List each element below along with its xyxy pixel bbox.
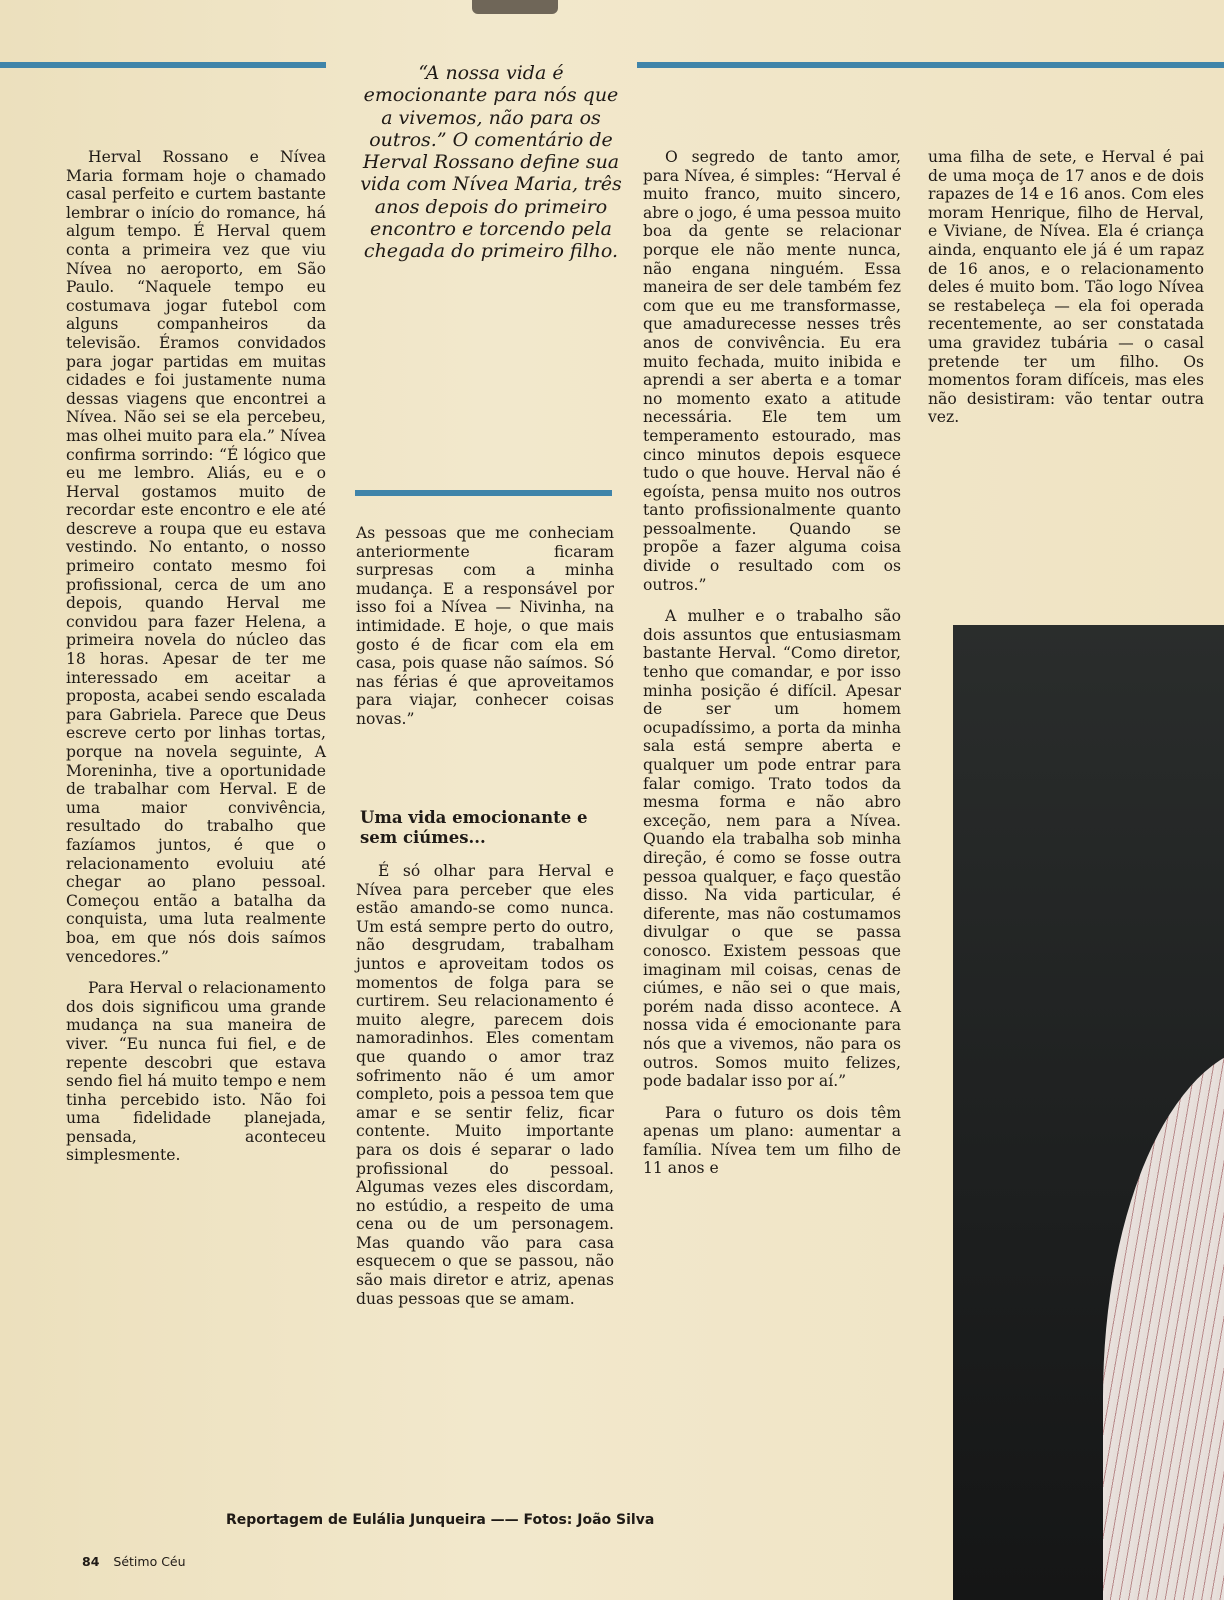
- top-rule-right: [637, 62, 1224, 68]
- page-number: 84: [82, 1554, 100, 1569]
- column-3: [643, 148, 901, 1191]
- paragraph: A mulher e o trabalho são dois assuntos que entusiasmam bastante Herval. “Como diretor, tenho que comandar, e por isso minha posição é difícil. Apesar de ser um homem ocupadíssimo, a porta da minha sala está sempre aberta e qualquer um pode entrar para falar comigo. Trato todos da mesma forma e não abro exceção, nem para a Nívea. Quando ela trabalha sob minha direção, é como se fosse outra pessoa qualquer, e faço questão disso. Na vida particular, é diferente, mas não costumamos divulgar o que se passa conosco. Existem pessoas que imaginam mil coisas, cenas de ciúmes, e não sei o que mais, porém nada disso acontece. A nossa vida é emocionante para nós que a vivemos, não para os outros. Somos muito felizes, pode badalar isso por aí.”: [643, 607, 901, 1091]
- paragraph: Para o futuro os dois têm apenas um plano: aumentar a família. Nívea tem um filho de 11 anos e: [643, 1103, 901, 1178]
- paragraph: O segredo de tanto amor, para Nívea, é simples: “Herval é muito franco, muito sincero, abre o jogo, é uma pessoa muito boa da gente se relacionar porque ele não mente nunca, não engana ninguém. Essa maneira de ser dele também fez com que eu me transformasse, que amadurecesse nesses três anos de convivência. Eu era muito fechada, muito inibida e aprendi a ser aberta e a tomar no momento exato a atitude necessária. Ele tem um temperamento estourado, mas cinco minutos depois esquece tudo o que houve. Herval não é egoísta, pensa muito nos outros tanto profissionalmente quanto pessoalmente. Quando se propõe a fazer alguma coisa divide o resultado com os outros.”: [643, 148, 901, 594]
- byline: Reportagem de Eulália Junqueira —— Fotos: João Silva: [226, 1512, 655, 1528]
- paragraph: Herval Rossano e Nívea Maria formam hoje o chamado casal perfeito e curtem bastante lembrar o início do romance, há algum tempo. É Herval quem conta a primeira vez que viu Nívea no aeroporto, em São Paulo. “Naquele tempo eu costumava jogar futebol com alguns companheiros da televisão. Éramos convidados para jogar partidas em muitas cidades e foi justamente numa dessas viagens que encontrei a Nívea. Não sei se ela percebeu, mas olhei muito para ela.” Nívea confirma sorrindo: “É lógico que eu me lembro. Aliás, eu e o Herval gostamos muito de recordar este encontro e ele até descreve a roupa que eu estava vestindo. No entanto, o nosso primeiro contato mesmo foi profissional, cerca de um ano depois, quando Herval me convidou para fazer Helena, a primeira novela do núcleo das 18 horas. Apesar de ter me interessado em aceitar a proposta, acabei sendo escalada para Gabriela. Parece que Deus escreve certo por linhas tortas, porque na novela seguinte, A Moreninha, tive a oportunidade de trabalhar com Herval. E de uma maior convivência, resultado do trabalho que fazíamos juntos, é que o relacionamento evoluiu até chegar ao plano pessoal. Começou então a batalha da conquista, uma luta realmente boa, em que nós dois saímos vencedores.”: [66, 148, 326, 966]
- magazine-name: Sétimo Céu: [113, 1554, 186, 1569]
- pull-quote: “A nossa vida é emocionante para nós que a vivemos, não para os outros.” O comentário de Herval Rossano define sua vida com Nívea Maria, três anos depois do primeiro encontro e torcendo pela chegada do primeiro filho.: [360, 62, 622, 263]
- page-footer: [82, 1554, 186, 1569]
- top-rule-left: [0, 62, 326, 68]
- paragraph: É só olhar para Herval e Nívea para perceber que eles estão amando-se como nunca. Um está sempre perto do outro, não desgrudam, trabalham juntos e aproveitam todos os momentos de folga para se curtirem. Seu relacionamento é muito alegre, parecem dois namoradinhos. Eles comentam que quando o amor traz sofrimento não é um amor completo, pois a pessoa tem que amar e se sentir feliz, ficar contente. Muito importante para os dois é separar o lado profissional do pessoal. Algumas vezes eles discordam, no estúdio, a respeito de uma cena ou de um personagem. Mas quando vão para casa esquecem o que se passou, não são mais diretor e atriz, apenas duas pessoas que se amam.: [356, 862, 614, 1308]
- pull-quote-rule: [355, 490, 612, 496]
- column-1: [66, 148, 326, 1178]
- striped-shirt: [1103, 1045, 1224, 1600]
- paragraph: As pessoas que me conheciam anteriormente ficaram surpresas com a minha mudança. E a responsável por isso foi a Nívea — Nivinha, na intimidade. E hoje, o que mais gosto é de ficar com ela em casa, pois quase não saímos. Só nas férias é que aproveitamos para viajar, conhecer coisas novas.”: [356, 524, 614, 728]
- column-2-bottom: [356, 862, 614, 1321]
- column-4: [928, 148, 1204, 440]
- paragraph: Para Herval o relacionamento dos dois significou uma grande mudança na sua maneira de viver. “Eu nunca fui fiel, e de repente descobri que estava sendo fiel há muito tempo e nem tinha percebido isto. Não foi uma fidelidade planejada, pensada, aconteceu simplesmente.: [66, 979, 326, 1165]
- staple: [472, 0, 558, 14]
- section-subheading: Uma vida emocionante e sem ciúmes...: [360, 808, 588, 847]
- column-2-top: [356, 524, 614, 742]
- photo: [953, 625, 1224, 1600]
- paragraph: uma filha de sete, e Herval é pai de uma moça de 17 anos e de dois rapazes de 14 e 16 anos. Com eles moram Henrique, filho de Herval, e Viviane, de Nívea. Ela é criança ainda, enquanto ele já é um rapaz de 16 anos, e o relacionamento deles é muito bom. Tão logo Nívea se restabeleça — ela foi operada recentemente, ao ser constatada uma gravidez tubária — o casal pretende ter um filho. Os momentos foram difíceis, mas eles não desistiram: vão tentar outra vez.: [928, 148, 1204, 427]
